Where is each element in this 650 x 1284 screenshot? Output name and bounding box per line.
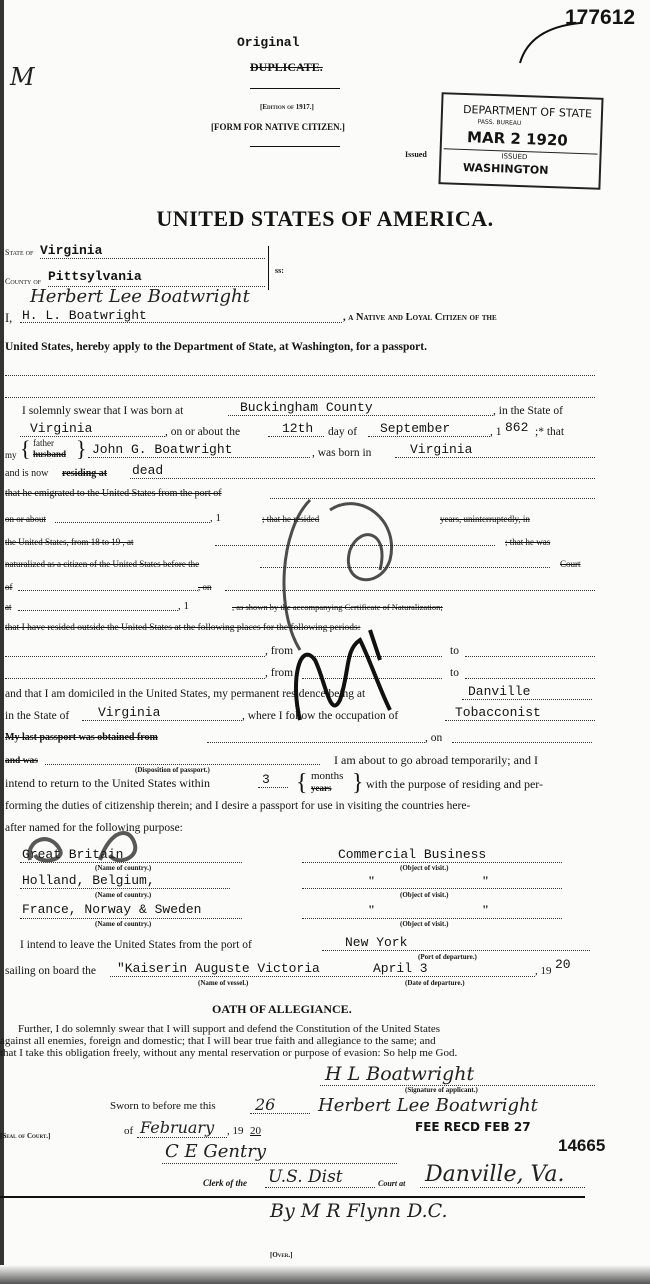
fee-stamp: FEE RECD FEB 27 bbox=[415, 1120, 531, 1134]
issued-label: Issued bbox=[405, 150, 427, 159]
brace-left: { bbox=[296, 770, 308, 796]
field-line bbox=[20, 322, 342, 323]
to-label: to bbox=[450, 667, 459, 679]
struck-line-4b: Court bbox=[560, 559, 581, 569]
scan-shadow bbox=[0, 1265, 650, 1284]
native-citizen-text: , a Native and Loyal Citizen of the bbox=[343, 312, 497, 323]
field-line bbox=[20, 436, 165, 437]
brace bbox=[268, 246, 269, 290]
seal-label: [Seal of Court.] bbox=[0, 1132, 51, 1140]
field-line bbox=[258, 787, 288, 788]
field-line bbox=[445, 720, 595, 721]
county-label: County of bbox=[5, 277, 42, 286]
clerk-of-text: Clerk of the bbox=[203, 1178, 247, 1188]
field-line bbox=[265, 1187, 375, 1188]
from-label: , from bbox=[265, 645, 294, 657]
last-passport-text: My last passport was obtained from bbox=[5, 732, 158, 743]
sailing-text: sailing on board the bbox=[5, 965, 97, 977]
field-line bbox=[45, 764, 320, 765]
state-value: Virginia bbox=[40, 243, 103, 258]
field-line bbox=[20, 888, 230, 889]
destination-country: Holland, Belgium, bbox=[22, 873, 155, 888]
stamp-bureau: PASS. BUREAU bbox=[477, 118, 522, 127]
deputy-signature: By M R Flynn D.C. bbox=[270, 1200, 448, 1222]
sworn-text: Sworn to before me this bbox=[110, 1100, 216, 1112]
over-label: [Over.] bbox=[270, 1251, 293, 1259]
birth-state: Virginia bbox=[30, 421, 93, 436]
form-type-label: [FORM FOR NATIVE CITIZEN.] bbox=[211, 122, 345, 132]
struck-line-1: that he emigrated to the United States from the port of bbox=[5, 488, 222, 499]
divider bbox=[250, 146, 340, 147]
struck-line-6c: , as shown by the accompanying Certificate of Naturalization; bbox=[232, 602, 443, 612]
field-line bbox=[228, 415, 493, 416]
ditto-mark: " bbox=[482, 874, 489, 888]
departure-port: New York bbox=[345, 935, 408, 950]
field-line bbox=[302, 862, 562, 863]
struck-line-2b: , 1 bbox=[210, 512, 221, 524]
struck-line-2c: ; that he resided bbox=[262, 514, 320, 524]
stamp-department: DEPARTMENT OF STATE bbox=[462, 102, 593, 121]
and-was-text: and was bbox=[5, 756, 38, 766]
occupation-text: , where I follow the occupation of bbox=[242, 710, 399, 722]
state-of-text: in the State of bbox=[5, 710, 70, 722]
applicant-signature-initials: H L Boatwright bbox=[325, 1063, 475, 1085]
field-line bbox=[5, 375, 595, 376]
sworn-day: 26 bbox=[255, 1095, 276, 1114]
port-caption: (Port of departure.) bbox=[418, 953, 477, 961]
field-line bbox=[462, 699, 592, 700]
year-prefix: , 19 bbox=[535, 965, 552, 977]
field-line bbox=[452, 742, 592, 743]
serial-number: 177612 bbox=[565, 6, 636, 29]
residence-state: Virginia bbox=[98, 705, 161, 720]
swear-text: I solemnly swear that I was born at bbox=[22, 405, 184, 417]
field-line bbox=[268, 436, 324, 437]
oath-line-3: that I take this obligation freely, without any mental reservation or purpose of evasion: So help me God. bbox=[0, 1047, 458, 1059]
vessel-name: "Kaiserin Auguste Victoria bbox=[117, 961, 320, 976]
birth-year: 862 bbox=[505, 420, 529, 435]
day-of-text: day of bbox=[328, 426, 358, 438]
object-caption: (Object of visit.) bbox=[400, 920, 449, 928]
that-text: ;* that bbox=[535, 426, 565, 438]
country-caption: (Name of country.) bbox=[95, 891, 152, 899]
field-line bbox=[137, 1137, 227, 1138]
oath-line-2: against all enemies, foreign and domestic; that I will bear true faith and allegiance to the same; and bbox=[0, 1035, 436, 1047]
stamp-date: MAR 2 1920 bbox=[466, 128, 569, 150]
struck-line-6: at bbox=[5, 602, 12, 612]
field-line bbox=[5, 397, 595, 398]
struck-line-3b: ; that he was bbox=[505, 537, 551, 547]
residing-text: residing at bbox=[62, 468, 108, 479]
county-value: Pittsylvania bbox=[48, 269, 142, 284]
signature-caption: (Signature of applicant.) bbox=[405, 1086, 478, 1094]
document-title: UNITED STATES OF AMERICA. bbox=[156, 206, 494, 231]
struck-line-3: the United States, from 18 to 19 , at bbox=[5, 537, 134, 547]
scan-edge bbox=[0, 0, 4, 1284]
destination-object: " bbox=[368, 903, 375, 917]
fee-number: 14665 bbox=[558, 1136, 606, 1155]
port-text: I intend to leave the United States from the port of bbox=[20, 939, 252, 951]
object-caption: (Object of visit.) bbox=[400, 864, 449, 872]
brace-left: { bbox=[20, 436, 31, 461]
occupation: Tobacconist bbox=[455, 705, 541, 720]
field-line bbox=[88, 457, 310, 458]
court-place: Danville, Va. bbox=[425, 1162, 565, 1187]
struck-line-5b: , on bbox=[198, 582, 212, 592]
struck-line-4: naturalized as a citizen of the United States before the bbox=[5, 559, 200, 569]
stamp-washington: WASHINGTON bbox=[462, 160, 549, 177]
sworn-year: 20 bbox=[250, 1125, 261, 1137]
father-status: dead bbox=[132, 463, 164, 478]
father-birthplace: Virginia bbox=[410, 442, 473, 457]
field-line bbox=[302, 888, 562, 889]
domiciled-text: and that I am domiciled in the United States, my permanent residence being at bbox=[5, 688, 366, 700]
field-line bbox=[40, 258, 265, 259]
destination-country: Great Britain bbox=[22, 847, 124, 862]
destination-country: France, Norway & Sweden bbox=[22, 902, 202, 917]
divider bbox=[250, 88, 340, 89]
field-line bbox=[18, 610, 178, 611]
field-line bbox=[130, 478, 595, 479]
field-line bbox=[465, 656, 595, 657]
struck-line-7: that I have resided outside the United States at the following places for the following periods: bbox=[5, 623, 361, 633]
of-text: of bbox=[124, 1125, 134, 1137]
struck-line-5: of bbox=[5, 582, 13, 592]
divider bbox=[0, 1196, 585, 1198]
field-line bbox=[302, 918, 562, 919]
field-line bbox=[55, 522, 210, 523]
departure-date: April 3 bbox=[373, 961, 428, 976]
about-text: , on or about the bbox=[165, 426, 241, 438]
field-line bbox=[5, 678, 265, 679]
vessel-caption: (Name of vessel.) bbox=[198, 979, 249, 987]
pen-scribble-icon bbox=[270, 490, 430, 730]
pen-scribble-icon bbox=[20, 820, 150, 870]
forming-text: forming the duties of citizenship therein; and I desire a passport for use in visiting the countries here- bbox=[5, 800, 471, 812]
year-prefix: , 19 bbox=[227, 1125, 244, 1137]
on-text: , on bbox=[425, 732, 443, 744]
after-text: after named for the following purpose: bbox=[5, 822, 183, 834]
applicant-name: H. L. Boatwright bbox=[22, 308, 147, 323]
state-of-text: , in the State of bbox=[493, 405, 563, 417]
months-option: months bbox=[311, 770, 344, 782]
destination-object: Commercial Business bbox=[338, 847, 487, 862]
country-caption: (Name of country.) bbox=[95, 864, 152, 872]
sworn-month: February bbox=[140, 1118, 215, 1137]
years-option: years bbox=[311, 783, 332, 793]
field-line bbox=[368, 436, 490, 437]
year-prefix: , 1 bbox=[490, 426, 502, 438]
my-label: my bbox=[5, 450, 17, 460]
residence-city: Danville bbox=[468, 684, 531, 699]
departure-year: 20 bbox=[555, 957, 571, 972]
margin-mark: M bbox=[10, 63, 35, 91]
oath-line-1: Further, I do solemnly swear that I will support and defend the Constitution of the United States bbox=[18, 1023, 441, 1035]
struck-line-2: on or about bbox=[5, 514, 46, 524]
now-text: and is now bbox=[5, 468, 49, 479]
intend-text: intend to return to the United States within bbox=[5, 776, 210, 790]
struck-line-6b: , 1 bbox=[178, 600, 189, 612]
from-label: , from bbox=[265, 667, 294, 679]
issued-stamp bbox=[438, 92, 603, 190]
edition-label: [Edition of 1917.] bbox=[260, 103, 314, 111]
stamp-issued: ISSUED bbox=[501, 152, 528, 162]
brace-right: } bbox=[352, 770, 364, 796]
born-in-text: , was born in bbox=[312, 447, 372, 459]
struck-line-2d: years, uninterruptedly, in bbox=[440, 514, 530, 524]
birthplace: Buckingham County bbox=[240, 400, 373, 415]
date-caption: (Date of departure.) bbox=[405, 979, 465, 987]
father-option: father bbox=[33, 438, 54, 448]
court-at-text: Court at bbox=[378, 1179, 406, 1188]
field-line bbox=[82, 720, 242, 721]
object-caption: (Object of visit.) bbox=[400, 891, 449, 899]
purpose-text: with the purpose of residing and per- bbox=[366, 777, 544, 791]
disposition-caption: (Disposition of passport.) bbox=[135, 766, 210, 774]
birth-month: September bbox=[380, 421, 451, 436]
oath-heading: OATH OF ALLEGIANCE. bbox=[212, 1002, 352, 1016]
destination-object: " bbox=[368, 874, 375, 888]
field-line bbox=[18, 590, 198, 591]
apply-text: United States, hereby apply to the Department of State, at Washington, for a passport. bbox=[5, 341, 427, 353]
abroad-text: I am about to go abroad temporarily; and I bbox=[334, 753, 538, 767]
field-line bbox=[322, 950, 590, 951]
duplicate-label: DUPLICATE. bbox=[250, 60, 323, 74]
ss-label: ss: bbox=[275, 266, 284, 275]
ditto-mark: " bbox=[482, 903, 489, 917]
court-name: U.S. Dist bbox=[268, 1167, 343, 1187]
field-line bbox=[395, 457, 595, 458]
original-label: Original bbox=[237, 35, 300, 50]
field-line bbox=[20, 918, 242, 919]
field-line bbox=[5, 656, 265, 657]
field-line bbox=[162, 1163, 397, 1164]
country-caption: (Name of country.) bbox=[95, 920, 152, 928]
field-line bbox=[110, 976, 535, 977]
field-line bbox=[207, 742, 425, 743]
applicant-signature-full: Herbert Lee Boatwright bbox=[318, 1095, 538, 1116]
father-name: John G. Boatwright bbox=[92, 442, 233, 457]
field-line bbox=[420, 1187, 585, 1188]
brace-right: } bbox=[76, 436, 87, 461]
duration: 3 bbox=[262, 772, 270, 787]
birth-day: 12th bbox=[282, 421, 314, 436]
field-line bbox=[465, 678, 595, 679]
i-label: I, bbox=[5, 311, 13, 325]
state-label: State of bbox=[5, 248, 34, 257]
husband-option: husband bbox=[33, 449, 67, 459]
clerk-signature: C E Gentry bbox=[165, 1141, 266, 1162]
applicant-signature: Herbert Lee Boatwright bbox=[30, 286, 250, 307]
to-label: to bbox=[450, 645, 459, 657]
field-line bbox=[250, 1113, 310, 1114]
